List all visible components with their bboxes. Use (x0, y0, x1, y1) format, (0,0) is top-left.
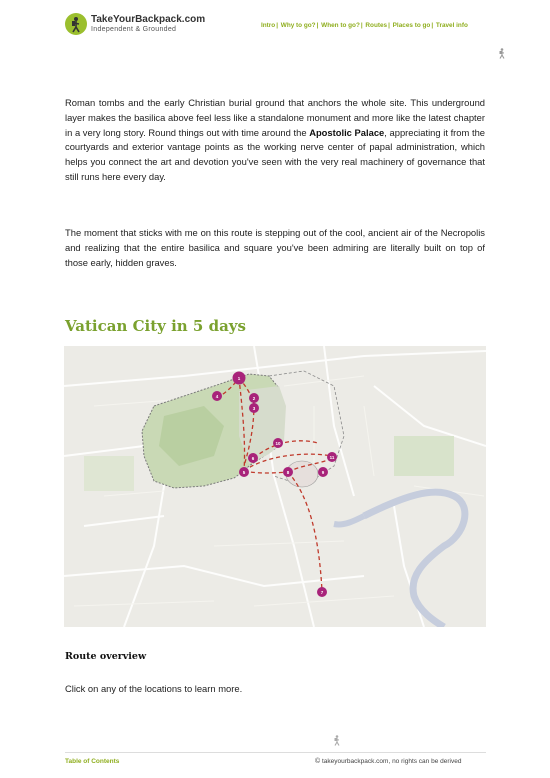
route-map[interactable] (64, 346, 486, 627)
marker-label-8: 8 (286, 470, 290, 475)
marker-label-3: 3 (252, 406, 256, 411)
marker-label-2: 2 (252, 396, 256, 401)
route-overview-heading: Route overview (65, 651, 147, 662)
marker-label-10: 10 (275, 441, 281, 446)
paragraph-reflection: The moment that sticks with me on this route is stepping out of the cool, ancient air of the Necropolis and realizing that the entire basilica and square you've been admiring are literally built on top of those early, hidden graves. (65, 227, 485, 268)
footer-hiker-icon (332, 735, 342, 746)
marker-label-11: 11 (329, 455, 335, 460)
copyright-text: takeyourbackpack.com, no rights can be derived (321, 758, 462, 765)
marker-label-7: 7 (320, 590, 324, 595)
marker-label-9: 9 (321, 470, 325, 475)
paragraph-text: , appreciating it from the courtyards and exterior vantage points as the working nerve center of papal administration, which helps you connect the art and devotion you've seen with the very real machinery of governance that still runs here every day. (65, 126, 485, 182)
brand-tagline: Independent & Grounded (91, 26, 177, 33)
apostolic-palace-link[interactable]: Apostolic Palace (309, 126, 385, 138)
page-header (0, 0, 550, 48)
marker-label-4: 4 (215, 394, 219, 399)
logo-icon[interactable] (65, 13, 87, 35)
paragraph-text: Roman tombs and the early Christian burial ground that anchors the whole site. This underground layer makes the basilica above feel less like a standalone monument and more like the latest chapter in a very long story. Round things out with time around the (65, 97, 485, 138)
nav-places-to-go[interactable]: Places to go (392, 22, 431, 29)
section-title: Vatican City in 5 days (65, 317, 246, 335)
map-canvas (64, 346, 486, 627)
route-overview-note: Click on any of the locations to learn more. (65, 683, 243, 694)
paragraph-necropolis (65, 96, 485, 185)
brand-name[interactable]: TakeYourBackpack.com (91, 14, 206, 25)
marker-label-6: 6 (251, 456, 255, 461)
nav-why-to-go[interactable]: Why to go? (280, 22, 316, 29)
nav-travel-info[interactable]: Travel info (435, 22, 468, 29)
copyright-notice (315, 758, 461, 765)
nav-when-to-go[interactable]: When to go? (321, 22, 360, 29)
footer-divider (65, 752, 486, 753)
top-nav: Intro| Why to go?| When to go?| Routes| Places to go| Travel info (261, 22, 468, 29)
nav-intro[interactable]: Intro (261, 22, 276, 29)
copyright-icon: © (315, 758, 321, 765)
marker-label-5: 5 (242, 470, 246, 475)
table-of-contents-link[interactable]: Table of Contents (65, 758, 120, 765)
hiker-icon (497, 48, 507, 59)
nav-routes[interactable]: Routes (365, 22, 388, 29)
marker-label-1: 1 (237, 376, 241, 381)
